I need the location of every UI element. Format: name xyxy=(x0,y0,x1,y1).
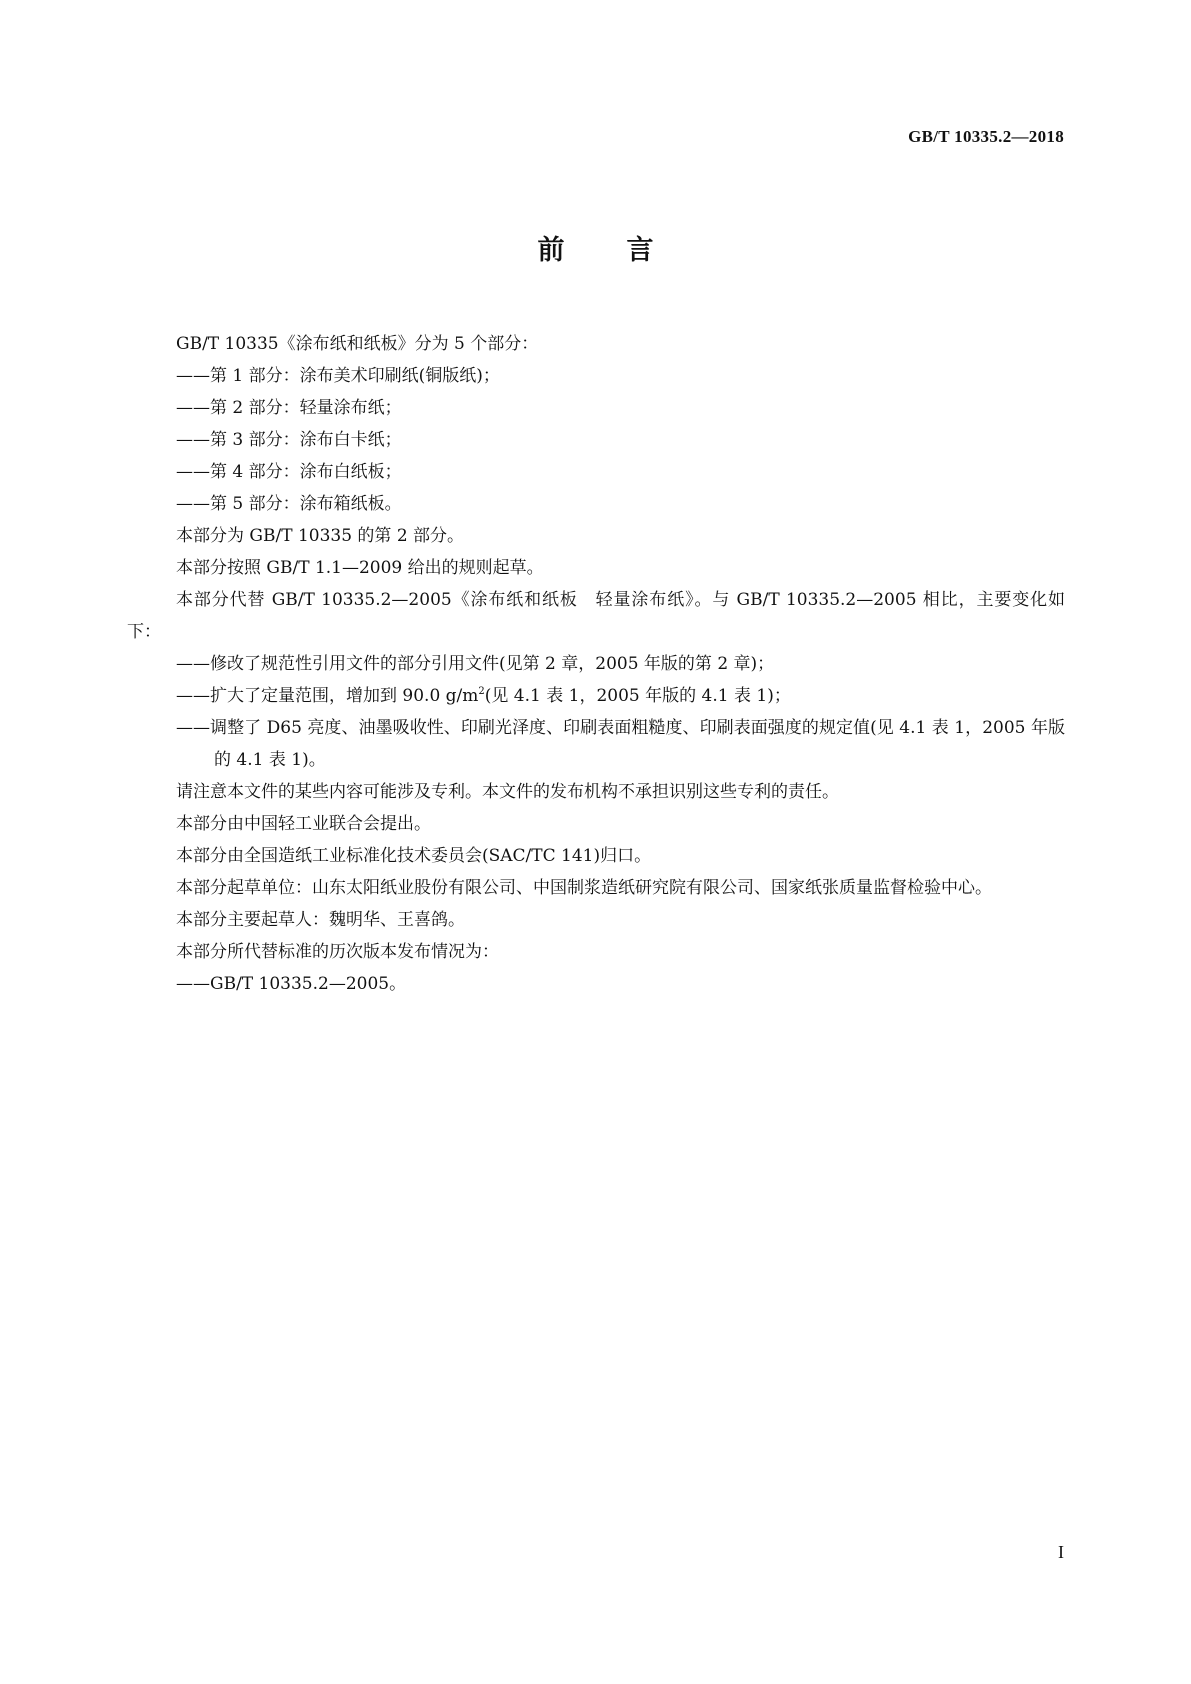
standard-number: GB/T 10335.2—2018 xyxy=(908,127,1064,146)
change-2-suffix: (见 4.1 表 1，2005 年版的 4.1 表 1)； xyxy=(484,686,791,706)
proposed-by: 本部分由中国轻工业联合会提出。 xyxy=(176,814,431,834)
part-item: ——第 2 部分：轻量涂布纸； xyxy=(176,398,402,418)
part-item: ——第 4 部分：涂布白纸板； xyxy=(176,462,402,482)
replacement-paragraph: 本部分代替 GB/T 10335.2—2005《涂布纸和纸板 轻量涂布纸》。与 GB/T 10335.2—2005 相比，主要变化如下： xyxy=(127,590,1065,642)
part-statement: 本部分为 GB/T 10335 的第 2 部分。 xyxy=(176,526,465,546)
page-number: I xyxy=(1058,1542,1064,1562)
patent-notice: 请注意本文件的某些内容可能涉及专利。本文件的发布机构不承担识别这些专利的责任。 xyxy=(176,782,839,802)
document-body xyxy=(127,328,1065,1000)
change-2-prefix: ——扩大了定量范围，增加到 90.0 g/m xyxy=(176,686,479,706)
drafting-rules: 本部分按照 GB/T 1.1—2009 给出的规则起草。 xyxy=(176,558,544,578)
previous-edition-item: ——GB/T 10335.2—2005。 xyxy=(176,974,407,994)
part-item: ——第 5 部分：涂布箱纸板。 xyxy=(176,494,402,514)
unit-superscript: 2 xyxy=(478,686,485,697)
change-item xyxy=(127,680,1065,712)
part-item: ——第 1 部分：涂布美术印刷纸(铜版纸)； xyxy=(176,366,500,386)
intro-paragraph: GB/T 10335《涂布纸和纸板》分为 5 个部分： xyxy=(176,334,539,354)
previous-editions-intro: 本部分所代替标准的历次版本发布情况为： xyxy=(176,942,499,962)
drafting-units: 本部分起草单位：山东太阳纸业股份有限公司、中国制浆造纸研究院有限公司、国家纸张质量监督检验中心。 xyxy=(176,878,992,898)
main-drafters: 本部分主要起草人：魏明华、王喜鸽。 xyxy=(176,910,465,930)
change-item: ——修改了规范性引用文件的部分引用文件(见第 2 章，2005 年版的第 2 章)； xyxy=(176,654,775,674)
part-item: ——第 3 部分：涂布白卡纸； xyxy=(176,430,402,450)
page-title: 前言 xyxy=(537,235,716,266)
centralized-by: 本部分由全国造纸工业标准化技术委员会(SAC/TC 141)归口。 xyxy=(176,846,652,866)
change-item: ——调整了 D65 亮度、油墨吸收性、印刷光泽度、印刷表面粗糙度、印刷表面强度的规定值(见 4.1 表 1，2005 年版的 4.1 表 1)。 xyxy=(176,718,1065,770)
